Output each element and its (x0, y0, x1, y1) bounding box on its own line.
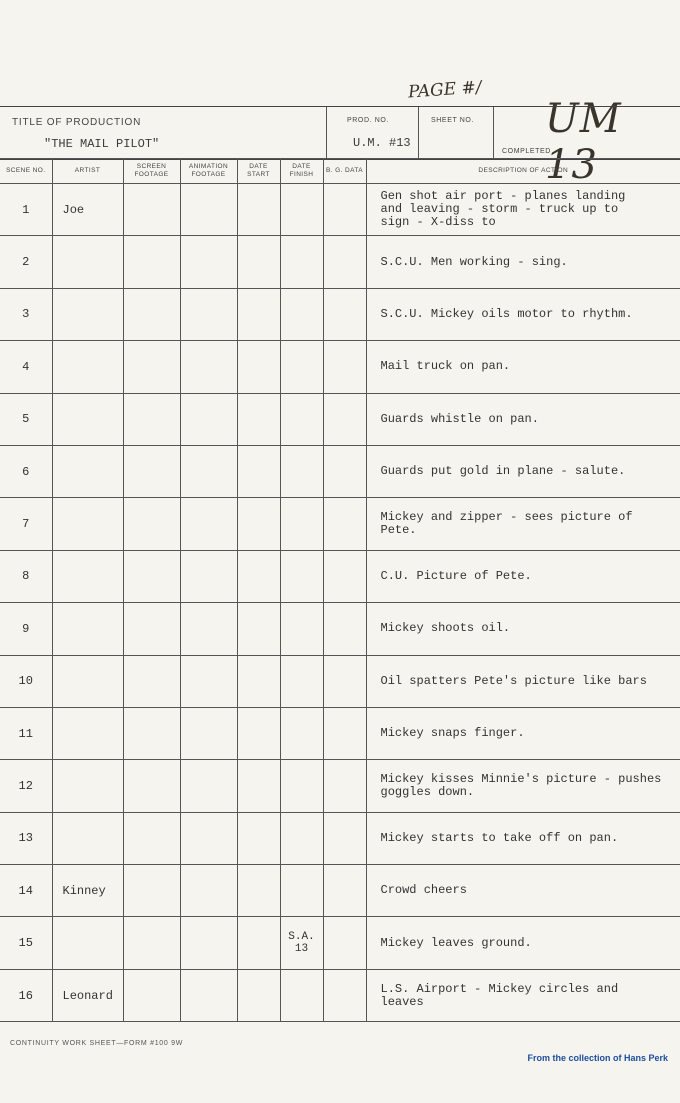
description-cell-text: Mickey kisses Minnie's picture - pushes goggles down. (380, 771, 662, 799)
description-cell-text: Mickey and zipper - sees picture of Pete. (380, 510, 633, 538)
screen-footage-cell (123, 288, 180, 340)
table-row (0, 655, 680, 707)
screen-footage-cell (123, 865, 180, 917)
screen-footage-cell (123, 760, 180, 812)
bg-data-cell (323, 550, 366, 602)
artist-cell: Joe (52, 184, 123, 236)
date-start-cell (237, 236, 280, 288)
description-cell-text: Mickey starts to take off on pan. (380, 830, 619, 845)
scene-number: 12 (0, 760, 52, 812)
description-cell-text: L.S. Airport - Mickey circles and leaves (380, 981, 619, 1009)
table-row (0, 603, 680, 655)
completed-label: COMPLETED (502, 148, 551, 155)
artist-cell (52, 917, 123, 969)
description-cell (366, 445, 680, 497)
screen-footage-cell (123, 393, 180, 445)
date-finish-cell (280, 812, 323, 864)
screen-footage-cell (123, 655, 180, 707)
animation-footage-cell (180, 341, 237, 393)
scene-number: 13 (0, 812, 52, 864)
description-cell-text: C.U. Picture of Pete. (380, 568, 532, 583)
date-finish-cell (280, 760, 323, 812)
scene-number: 4 (0, 341, 52, 393)
screen-footage-cell (123, 917, 180, 969)
title-of-production-field (0, 107, 326, 159)
title-label: TITLE OF PRODUCTION (12, 117, 142, 128)
table-row (0, 236, 680, 288)
artist-cell (52, 550, 123, 602)
animation-footage-cell (180, 865, 237, 917)
date-start-cell (237, 603, 280, 655)
sheet-no-field (418, 107, 494, 159)
table-row (0, 812, 680, 864)
screen-footage-cell (123, 969, 180, 1021)
table-row (0, 707, 680, 759)
artist-cell (52, 288, 123, 340)
screen-footage-cell (123, 550, 180, 602)
artist-cell (52, 445, 123, 497)
sheet-no-label: SHEET NO. (431, 117, 475, 124)
bg-data-cell (323, 812, 366, 864)
animation-footage-cell (180, 969, 237, 1021)
col-date-finish: DATE FINISH (280, 159, 323, 184)
date-start-cell (237, 445, 280, 497)
description-cell (366, 603, 680, 655)
screen-footage-cell (123, 603, 180, 655)
date-finish-cell (280, 969, 323, 1021)
bg-data-cell (323, 288, 366, 340)
screen-footage-cell (123, 184, 180, 236)
description-cell (366, 865, 680, 917)
description-cell-text: Mickey shoots oil. (380, 621, 511, 636)
date-finish-cell (280, 498, 323, 550)
date-finish-cell (280, 445, 323, 497)
col-scene-no: SCENE NO. (0, 159, 52, 184)
table-row (0, 445, 680, 497)
artist-cell (52, 341, 123, 393)
bg-data-cell (323, 184, 366, 236)
screen-footage-cell (123, 707, 180, 759)
bg-data-cell (323, 655, 366, 707)
animation-footage-cell (180, 236, 237, 288)
artist-cell: Kinney (52, 865, 123, 917)
date-start-cell (237, 865, 280, 917)
table-header-row (0, 159, 680, 184)
artist-cell (52, 393, 123, 445)
description-cell-text: Guards put gold in plane - salute. (380, 464, 626, 479)
description-cell-text: Mail truck on pan. (380, 359, 511, 374)
scene-number: 15 (0, 917, 52, 969)
date-finish-cell (280, 341, 323, 393)
table-row (0, 969, 680, 1021)
date-start-cell (237, 393, 280, 445)
table-row (0, 917, 680, 969)
description-cell (366, 655, 680, 707)
date-finish-cell (280, 393, 323, 445)
description-cell-text: S.C.U. Mickey oils motor to rhythm. (380, 306, 633, 321)
form-label: CONTINUITY WORK SHEET—FORM #100 9W (10, 1040, 184, 1047)
artist-cell (52, 812, 123, 864)
screen-footage-cell (123, 498, 180, 550)
artist-cell (52, 498, 123, 550)
description-cell (366, 707, 680, 759)
animation-footage-cell (180, 184, 237, 236)
bg-data-cell (323, 969, 366, 1021)
animation-footage-cell (180, 550, 237, 602)
col-screen-footage: SCREEN FOOTAGE (123, 159, 180, 184)
bg-data-cell (323, 236, 366, 288)
description-cell-text: Gen shot air port - planes landing and leaving - storm - truck up to sign - X-diss to (380, 189, 626, 230)
table-row (0, 184, 680, 236)
date-start-cell (237, 707, 280, 759)
scene-number: 5 (0, 393, 52, 445)
screen-footage-cell (123, 341, 180, 393)
scene-number: 7 (0, 498, 52, 550)
screen-footage-cell (123, 445, 180, 497)
description-cell (366, 341, 680, 393)
bg-data-cell (323, 707, 366, 759)
scene-number: 6 (0, 445, 52, 497)
artist-cell (52, 603, 123, 655)
col-bg-data: B. G. DATA (323, 159, 366, 184)
artist-cell (52, 760, 123, 812)
date-start-cell (237, 498, 280, 550)
date-finish-cell (280, 917, 323, 969)
table-row (0, 760, 680, 812)
artist-cell: Leonard (52, 969, 123, 1021)
scene-number: 10 (0, 655, 52, 707)
sheet-header (0, 106, 680, 160)
description-cell (366, 917, 680, 969)
description-cell (366, 812, 680, 864)
bg-data-cell (323, 603, 366, 655)
bg-data-cell (323, 393, 366, 445)
handwritten-page-number: PAGE #/ (407, 77, 483, 103)
description-cell (366, 498, 680, 550)
description-cell-text: Oil spatters Pete's picture like bars (380, 673, 647, 688)
scene-number: 8 (0, 550, 52, 602)
description-cell (366, 550, 680, 602)
date-start-cell (237, 969, 280, 1021)
date-finish-cell (280, 184, 323, 236)
table-row (0, 865, 680, 917)
animation-footage-cell (180, 917, 237, 969)
scene-table (0, 158, 680, 1022)
description-cell (366, 969, 680, 1021)
title-value: "THE MAIL PILOT" (44, 137, 160, 151)
screen-footage-cell (123, 236, 180, 288)
animation-footage-cell (180, 393, 237, 445)
description-cell-text: Crowd cheers (380, 883, 467, 898)
scene-number: 14 (0, 865, 52, 917)
date-finish-cell-text: S.A. 13 (288, 931, 315, 956)
screen-footage-cell (123, 812, 180, 864)
date-finish-cell (280, 865, 323, 917)
bg-data-cell (323, 917, 366, 969)
bg-data-cell (323, 445, 366, 497)
date-start-cell (237, 288, 280, 340)
date-start-cell (237, 550, 280, 602)
animation-footage-cell (180, 655, 237, 707)
completed-field (493, 107, 680, 159)
animation-footage-cell (180, 445, 237, 497)
prod-no-value: U.M. #13 (353, 136, 411, 150)
table-row (0, 393, 680, 445)
handwritten-sheet-code: UM 13 (545, 96, 622, 188)
artist-cell (52, 236, 123, 288)
date-start-cell (237, 917, 280, 969)
bg-data-cell (323, 498, 366, 550)
col-animation-footage: ANIMATION FOOTAGE (180, 159, 237, 184)
bg-data-cell (323, 760, 366, 812)
bg-data-cell (323, 341, 366, 393)
collection-credit: From the collection of Hans Perk (527, 1053, 668, 1063)
animation-footage-cell (180, 603, 237, 655)
description-cell-text: S.C.U. Men working - sing. (380, 254, 568, 269)
animation-footage-cell (180, 760, 237, 812)
col-artist: ARTIST (52, 159, 123, 184)
scene-number: 3 (0, 288, 52, 340)
description-cell-text: Mickey leaves ground. (380, 935, 532, 950)
description-cell (366, 236, 680, 288)
scene-number: 1 (0, 184, 52, 236)
animation-footage-cell (180, 812, 237, 864)
date-finish-cell (280, 236, 323, 288)
table-row (0, 550, 680, 602)
table-row (0, 288, 680, 340)
animation-footage-cell (180, 288, 237, 340)
bg-data-cell (323, 865, 366, 917)
table-row (0, 498, 680, 550)
date-finish-cell (280, 288, 323, 340)
date-start-cell (237, 184, 280, 236)
date-start-cell (237, 812, 280, 864)
col-date-start: DATE START (237, 159, 280, 184)
scene-number: 16 (0, 969, 52, 1021)
col-description: DESCRIPTION OF ACTION (366, 159, 680, 184)
date-start-cell (237, 655, 280, 707)
artist-cell (52, 655, 123, 707)
date-finish-cell (280, 707, 323, 759)
date-start-cell (237, 341, 280, 393)
date-start-cell (237, 760, 280, 812)
description-cell (366, 760, 680, 812)
table-row (0, 341, 680, 393)
animation-footage-cell (180, 498, 237, 550)
date-finish-cell (280, 603, 323, 655)
scene-number: 11 (0, 707, 52, 759)
prod-no-field (326, 107, 419, 159)
artist-cell (52, 707, 123, 759)
animation-footage-cell (180, 707, 237, 759)
prod-no-label: PROD. NO. (347, 117, 389, 124)
scene-number: 2 (0, 236, 52, 288)
description-cell (366, 184, 680, 236)
date-finish-cell (280, 655, 323, 707)
scene-number: 9 (0, 603, 52, 655)
description-cell (366, 393, 680, 445)
description-cell-text: Mickey snaps finger. (380, 726, 525, 741)
date-finish-cell (280, 550, 323, 602)
description-cell-text: Guards whistle on pan. (380, 411, 539, 426)
description-cell (366, 288, 680, 340)
